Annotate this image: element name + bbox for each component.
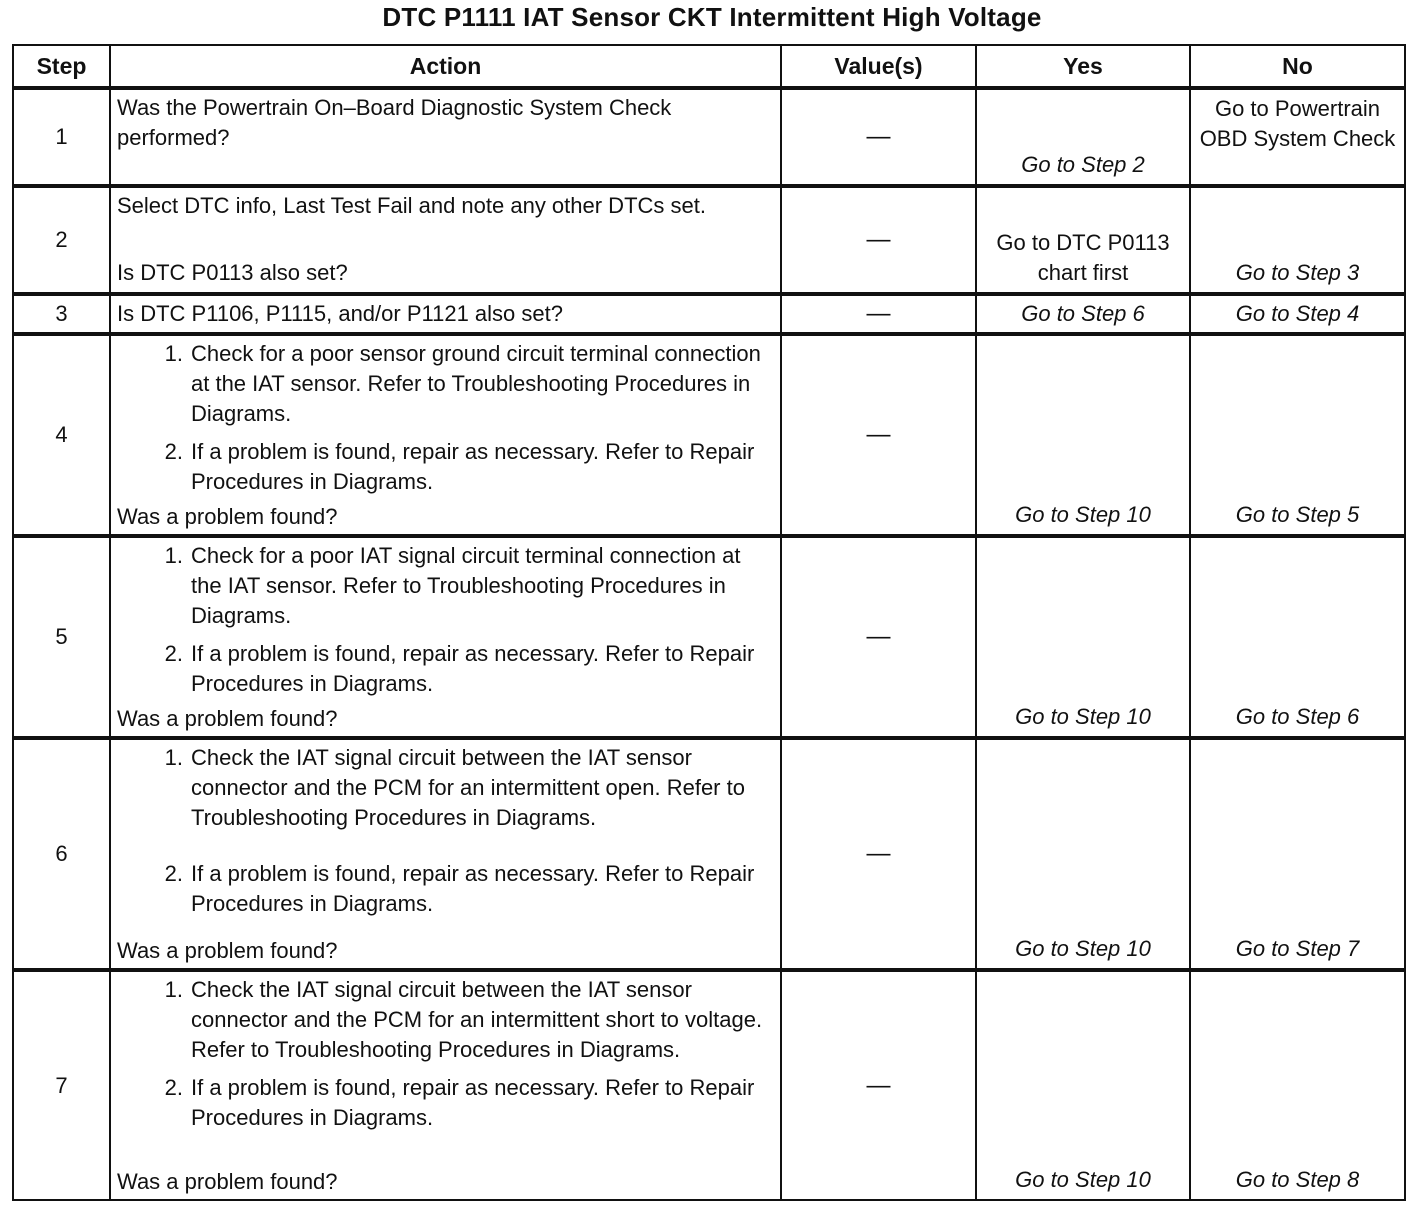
- action-cell: [110, 738, 781, 970]
- page-title: DTC P1111 IAT Sensor CKT Intermittent High Voltage: [382, 2, 1042, 32]
- value-cell: —: [781, 334, 976, 536]
- no-cell: [1190, 294, 1405, 334]
- header-no: No: [1190, 45, 1405, 88]
- value-cell: —: [781, 186, 976, 294]
- table-row: [13, 186, 1405, 294]
- value-cell: —: [781, 88, 976, 186]
- header-yes: Yes: [976, 45, 1190, 88]
- yes-cell: [976, 88, 1190, 186]
- yes-link[interactable]: Go to Step 10: [1015, 936, 1151, 961]
- no-cell: [1190, 536, 1405, 738]
- step-number: 4: [13, 334, 110, 536]
- yes-link[interactable]: Go to Step 2: [1021, 152, 1145, 177]
- action-cell: [110, 536, 781, 738]
- header-action: Action: [110, 45, 781, 88]
- no-link[interactable]: Go to Step 8: [1235, 1167, 1360, 1192]
- table-row: [13, 294, 1405, 334]
- action-cell: [110, 294, 781, 334]
- action-question: Was a problem found?: [117, 938, 338, 963]
- yes-cell: [976, 186, 1190, 294]
- step-number: 6: [13, 738, 110, 970]
- list-item: 2. If a problem is found, repair as necessary. Refer to Repair Procedures in Diagrams.: [164, 1075, 755, 1130]
- yes-cell: [976, 294, 1190, 334]
- yes-cell: [976, 970, 1190, 1200]
- diagnostic-table: [12, 44, 1406, 1201]
- list-item: 1. Check the IAT signal circuit between the IAT sensor connector and the PCM for an intermittent open. Refer to Troubleshooting Procedures in Diagrams.: [164, 745, 745, 830]
- no-link[interactable]: Go to Step 5: [1235, 502, 1360, 527]
- no-cell: [1190, 186, 1405, 294]
- table-row: [13, 536, 1405, 738]
- yes-link[interactable]: Go to Step 10: [1015, 704, 1151, 729]
- value-cell: —: [781, 738, 976, 970]
- action-cell: [110, 186, 781, 294]
- yes-link[interactable]: Go to Step 10: [1015, 1167, 1151, 1192]
- list-item: 1. Check the IAT signal circuit between the IAT sensor connector and the PCM for an intermittent short to voltage. Refer to Troubleshooting Procedures in Diagrams.: [164, 977, 763, 1062]
- header-values: Value(s): [781, 45, 976, 88]
- table-row: [13, 334, 1405, 536]
- yes-link[interactable]: Go to DTC P0113 chart first: [996, 230, 1170, 285]
- list-item: 2. If a problem is found, repair as necessary. Refer to Repair Procedures in Diagrams.: [164, 439, 755, 494]
- value-cell: —: [781, 536, 976, 738]
- no-link[interactable]: Go to Step 6: [1235, 704, 1360, 729]
- yes-cell: [976, 334, 1190, 536]
- table-row: [13, 88, 1405, 186]
- action-cell: [110, 88, 781, 186]
- no-cell: [1190, 970, 1405, 1200]
- action-question: Was a problem found?: [117, 706, 338, 731]
- action-text: Was the Powertrain On–Board Diagnostic System Check performed?: [117, 95, 672, 150]
- step-number: 7: [13, 970, 110, 1200]
- value-cell: —: [781, 294, 976, 334]
- no-link[interactable]: Go to Powertrain OBD System Check: [1199, 96, 1396, 151]
- action-cell: [110, 970, 781, 1200]
- action-text: Select DTC info, Last Test Fail and note any other DTCs set.: [117, 193, 706, 218]
- yes-link[interactable]: Go to Step 6: [1021, 301, 1145, 326]
- action-text: Is DTC P1106, P1115, and/or P1121 also set?: [117, 301, 563, 326]
- step-number: 1: [13, 88, 110, 186]
- step-number: 5: [13, 536, 110, 738]
- no-cell: [1190, 334, 1405, 536]
- table-row: [13, 738, 1405, 970]
- no-link[interactable]: Go to Step 3: [1235, 260, 1360, 285]
- no-cell: [1190, 738, 1405, 970]
- yes-link[interactable]: Go to Step 10: [1015, 502, 1151, 527]
- list-item: 2. If a problem is found, repair as necessary. Refer to Repair Procedures in Diagrams.: [164, 641, 755, 696]
- yes-cell: [976, 536, 1190, 738]
- value-cell: —: [781, 970, 976, 1200]
- no-link[interactable]: Go to Step 7: [1235, 936, 1360, 961]
- header-step: Step: [13, 45, 110, 88]
- action-cell: [110, 334, 781, 536]
- action-question: Was a problem found?: [117, 1169, 338, 1194]
- step-number: 2: [13, 186, 110, 294]
- yes-cell: [976, 738, 1190, 970]
- list-item: 1. Check for a poor IAT signal circuit terminal connection at the IAT sensor. Refer to Troubleshooting Procedures in Diagrams.: [164, 543, 741, 628]
- action-question: Is DTC P0113 also set?: [117, 260, 348, 285]
- no-link[interactable]: Go to Step 4: [1235, 301, 1360, 326]
- no-cell: [1190, 88, 1405, 186]
- header-row: [13, 45, 1405, 88]
- action-question: Was a problem found?: [117, 504, 338, 529]
- step-number: 3: [13, 294, 110, 334]
- list-item: 2. If a problem is found, repair as necessary. Refer to Repair Procedures in Diagrams.: [164, 861, 755, 916]
- table-row: [13, 970, 1405, 1200]
- list-item: 1. Check for a poor sensor ground circuit terminal connection at the IAT sensor. Refer to Troubleshooting Procedures in Diagrams.: [164, 341, 761, 426]
